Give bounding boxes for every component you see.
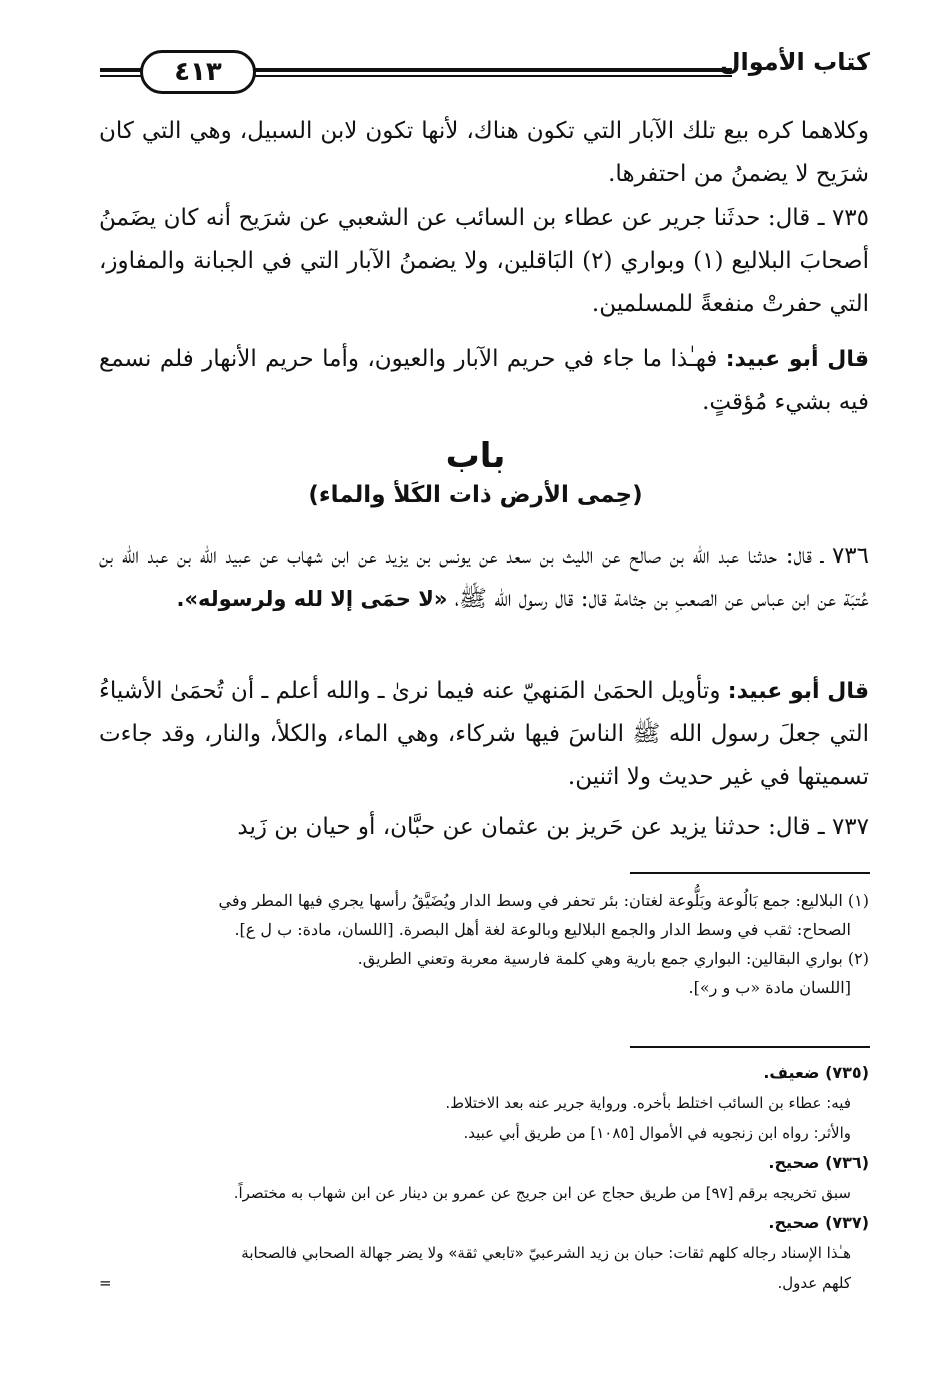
hadith-737: ٧٣٧ ـ قال: حدثنا يزيد عن حَريز بن عثمان عن حبَّان، أو حيان بن زَيد: [237, 814, 869, 840]
book-title: كتاب الأموال: [719, 48, 870, 76]
continuation-mark: =: [99, 1274, 112, 1292]
takhrij-736-grade: (٧٣٦) صحيح.: [768, 1153, 869, 1172]
chapter-heading: باب: [445, 436, 506, 476]
footnote-1: [99, 886, 869, 944]
footnote-2-line-1: (٢) بواري البقالين: البواري جمع بارية وهي كلمة فارسية معربة وتعني الطريق.: [357, 949, 869, 968]
running-header: [100, 44, 870, 100]
footnote-1-line-2: الصحاح: ثقب في وسط الدار والجمع البلاليع وبالوعة لغة أهل البصرة. [اللسان، مادة: ب ل ع].: [234, 920, 851, 939]
speaker-label: قال أبو عبيد:: [727, 679, 869, 704]
takhrij-notes: [99, 1058, 869, 1298]
abu-ubaid-comment-2: [99, 670, 869, 799]
chapter-title: (حِمى الأرض ذات الكَلأ والماء): [308, 482, 643, 508]
takhrij-737-line-1: هـٰذا الإسناد رجاله كلهم ثقات: حبان بن زيد الشرعبيّ «تابعي ثقة» ولا يضر جهالة الصحابي فالصحابة: [241, 1244, 851, 1262]
speaker-label: قال أبو عبيد:: [725, 347, 870, 372]
takhrij-736-line-1: سبق تخريجه برقم [٩٧] من طريق حجاج عن ابن جريج عن عمرو بن دينار عن ابن شهاب به مختصراً.: [233, 1184, 851, 1202]
footnote-rule: [630, 872, 870, 874]
takhrij-735-line-2: والأثر: رواه ابن زنجويه في الأموال [١٠٨٥] من طريق أبي عبيد.: [463, 1124, 851, 1142]
takhrij-737-line-2: [99, 1268, 869, 1298]
hadith-735: ٧٣٥ ـ قال: حدثَنا جرير عن عطاء بن السائب عن الشعبي عن شرَيح أنه كان يضَمنُ أصحابَ البلاليع (١) وبواري (٢) البَاقلين، ولا يضمنُ الآبار التي في الجبانة والمفاوز، التي حفرتْ منفعةً للمسلمين.: [99, 205, 869, 317]
footnote-1-line-1: (١) البلاليع: جمع بَالُوعة وبَلُّوعة لغتان: بئر تحفر في وسط الدار ويُضَيَّقُ رأسها يجري فيها المطر وفي: [218, 891, 869, 910]
takhrij-737-grade: (٧٣٧) صحيح.: [768, 1213, 869, 1232]
footnote-2: [99, 944, 869, 1002]
footnote-2-line-2: [اللسان مادة «ب و ر»].: [688, 978, 851, 997]
takhrij-737-line-2-text: كلهم عدول.: [777, 1274, 851, 1292]
abu-ubaid-comment-1: [99, 338, 869, 424]
takhrij-rule: [630, 1046, 870, 1048]
comment-text: وتأويل الحمَىٰ المَنهيّ عنه فيما نرىٰ ـ والله أعلم ـ أن تُحمَىٰ الأشياءُ التي جعلَ رسول الله ﷺ الناسَ فيها شركاء، وهي الماء، والكلأ، والنار، وقد جاءت تسميتها في غير حديث ولا اثنين.: [99, 678, 869, 790]
takhrij-735-line-1: فيه: عطاء بن السائب اختلط بأخره. ورواية جرير عنه بعد الاختلاط.: [445, 1094, 851, 1112]
takhrij-735-grade: (٧٣٥) ضعيف.: [763, 1063, 869, 1082]
hadith-text: ٧٣٦ ـ قال: حدثنا عبد الله بن صالح عن الليث بن سعد عن يونس بن يزيد عن ابن شهاب عن عبيد الله بن عبد الله بن عُتبَة عن ابن عباس عن الصعبِ بن جثامة قال: قال رسول الله ﷺ،: [99, 543, 869, 612]
page-number: ٤١٣: [140, 50, 256, 94]
hadith-quote: «لا حمَى إلا لله ولرسوله».: [176, 587, 448, 611]
comment-text: فهـٰذا ما جاء في حريم الآبار والعيون، وأما حريم الأنهار فلم نسمع فيه بشيء مُؤقتٍ.: [99, 346, 869, 415]
paragraph-1: وكلاهما كره بيع تلك الآبار التي تكون هناك، لأنها تكون لابن السبيل، وهي التي كان شرَيح لا يضمنُ من احتفرها.: [99, 118, 869, 187]
hadith-736: [99, 535, 869, 621]
